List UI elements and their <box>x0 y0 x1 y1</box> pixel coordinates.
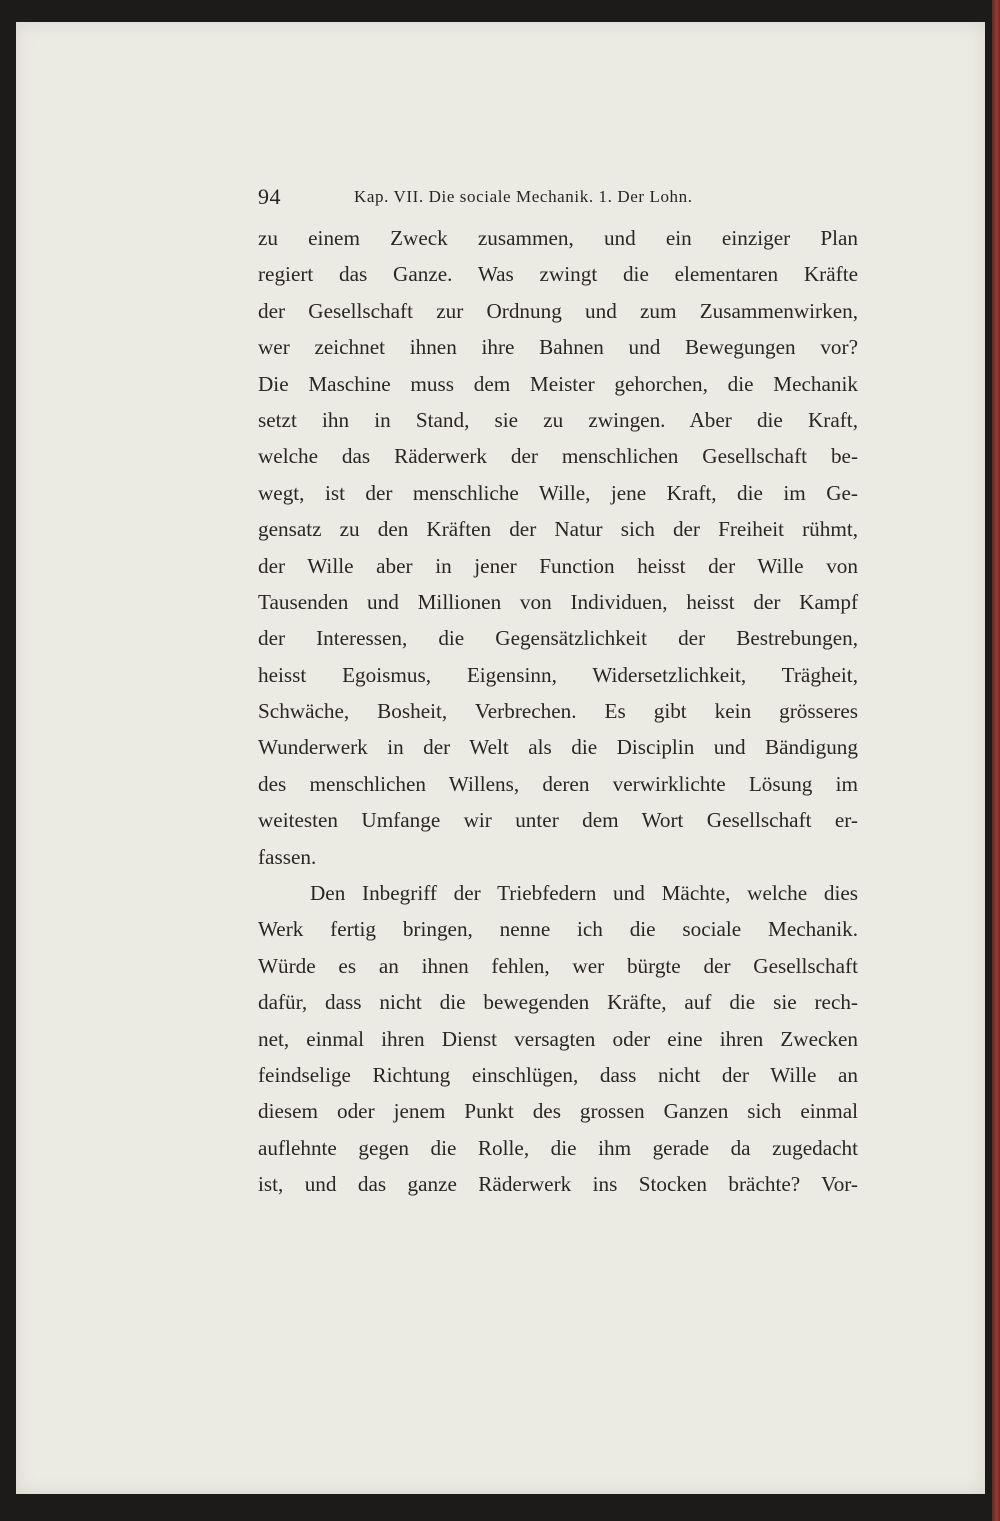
text-line: Würde es an ihnen fehlen, wer bürgte der Gesellschaft <box>258 953 858 978</box>
text-line: Tausenden und Millionen von Individuen, heisst der Kampf <box>258 589 858 614</box>
text-line: Schwäche, Bosheit, Verbrechen. Es gibt kein grösseres <box>258 699 858 724</box>
text-line: welche das Räderwerk der menschlichen Gesellschaft be- <box>258 444 858 469</box>
page-number: 94 <box>258 184 281 209</box>
paragraph-2 <box>258 875 858 1203</box>
text-line: auflehnte gegen die Rolle, die ihm gerade da zugedacht <box>258 1135 858 1160</box>
book-page <box>16 22 985 1494</box>
text-line: Die Maschine muss dem Meister gehorchen, die Mechanik <box>258 371 858 396</box>
text-line: zu einem Zweck zusammen, und ein einziger Plan <box>258 226 858 250</box>
text-block <box>258 180 858 1203</box>
text-line: Werk fertig bringen, nenne ich die sociale Mechanik. <box>258 917 858 942</box>
text-line: der Gesellschaft zur Ordnung und zum Zusammenwirken, <box>258 298 858 323</box>
text-line: Den Inbegriff der Triebfedern und Mächte, welche dies <box>310 881 858 906</box>
text-line: heisst Egoismus, Eigensinn, Widersetzlichkeit, Trägheit, <box>258 662 858 687</box>
text-line: der Wille aber in jener Function heisst der Wille von <box>258 553 858 578</box>
text-line: ist, und das ganze Räderwerk ins Stocken brächte? Vor- <box>258 1172 858 1197</box>
paragraph-1 <box>258 220 858 875</box>
text-line: fassen. <box>258 844 317 869</box>
text-line: dafür, dass nicht die bewegenden Kräfte, auf die sie rech- <box>258 990 858 1015</box>
text-line: des menschlichen Willens, deren verwirklichte Lösung im <box>258 771 858 796</box>
body-text <box>258 220 858 1203</box>
text-line: net, einmal ihren Dienst versagten oder eine ihren Zwecken <box>258 1026 858 1051</box>
running-head-title: Kap. VII. Die sociale Mechanik. 1. Der Lohn. <box>354 187 693 206</box>
text-line: wer zeichnet ihnen ihre Bahnen und Bewegungen vor? <box>258 335 858 360</box>
text-line: regiert das Ganze. Was zwingt die elementaren Kräfte <box>258 262 858 287</box>
text-line: Wunderwerk in der Welt als die Disciplin und Bändigung <box>258 735 858 760</box>
text-line: diesem oder jenem Punkt des grossen Ganzen sich einmal <box>258 1099 858 1124</box>
text-line: setzt ihn in Stand, sie zu zwingen. Aber die Kraft, <box>258 407 858 432</box>
text-line: wegt, ist der menschliche Wille, jene Kraft, die im Ge- <box>258 480 858 505</box>
text-line: gensatz zu den Kräften der Natur sich der Freiheit rühmt, <box>258 517 858 542</box>
book-edge <box>992 0 1000 1521</box>
text-line: der Interessen, die Gegensätzlichkeit der Bestrebungen, <box>258 626 858 651</box>
text-line: feindselige Richtung einschlügen, dass nicht der Wille an <box>258 1062 858 1087</box>
text-line: weitesten Umfange wir unter dem Wort Gesellschaft er- <box>258 808 858 833</box>
running-head <box>258 180 858 220</box>
